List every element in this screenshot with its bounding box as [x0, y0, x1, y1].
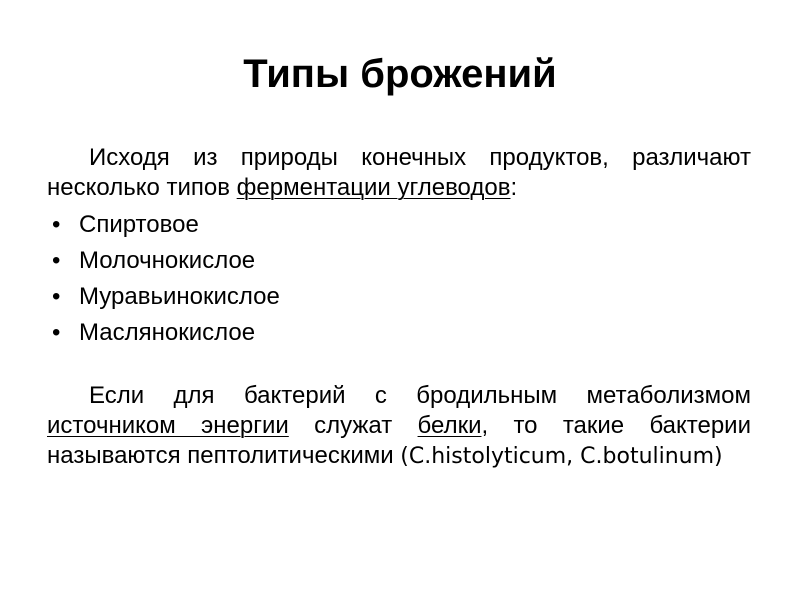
list-item-label: Маслянокислое [79, 319, 256, 346]
peptolytic-paragraph [47, 381, 751, 472]
peptolytic-text-1: Если для бактерий с бродильным метаболизмом [89, 382, 751, 409]
fermentation-types-list [47, 207, 751, 351]
fermentation-link[interactable]: ферментации углеводов [236, 174, 511, 201]
list-item-label: Молочнокислое [79, 247, 256, 274]
slide-body [47, 143, 751, 472]
energy-source-link[interactable]: источником энергии [47, 412, 289, 439]
intro-paragraph [47, 143, 751, 203]
spacer [47, 351, 751, 381]
peptolytic-text-3: , то такие бактерии называются пептолитическими [47, 412, 751, 469]
slide-title: Типы брожений [243, 52, 557, 96]
proteins-link[interactable]: белки [417, 412, 482, 439]
peptolytic-text-2: служат [288, 412, 418, 439]
bullet-icon: • [52, 247, 61, 274]
intro-colon: : [510, 174, 518, 201]
list-item [47, 279, 751, 315]
bullet-icon: • [52, 319, 61, 346]
list-item [47, 243, 751, 279]
list-item-label: Спиртовое [79, 211, 199, 238]
species-examples: (C.histolyticum, C.botulinum) [400, 444, 723, 469]
intro-text: Исходя из природы конечных продуктов, различают несколько типов [47, 144, 751, 201]
list-item [47, 207, 751, 243]
list-item-label: Муравьинокислое [79, 283, 280, 310]
bullet-icon: • [52, 211, 61, 238]
list-item [47, 315, 751, 351]
bullet-icon: • [52, 283, 61, 310]
